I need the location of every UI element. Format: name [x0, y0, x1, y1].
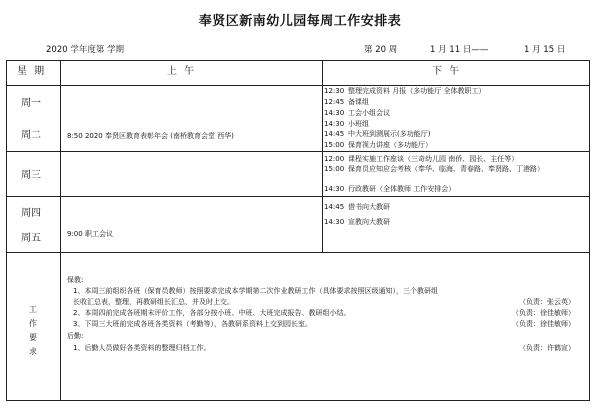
date-from: 1 月 11 日——: [430, 45, 489, 55]
column-divider: [60, 61, 61, 252]
term-label: 2020 学年度第 学期: [46, 45, 125, 55]
row-divider: [7, 252, 589, 253]
remarks-item: 2、本周四前完成各班期末评价工作，各部分按小班、中班、大班完成报告、教研组小结。: [73, 309, 351, 317]
remarks-item: 长收汇总表，整理，再教研组长汇总，并及时上交。: [73, 298, 234, 306]
remarks-item: 3、下周三大班前完成各班各类资料（考勤等），各教研系资料上交到园长室。: [73, 320, 312, 328]
header-divider: [7, 85, 589, 86]
am-event-friday: 9:00 职工会议: [67, 230, 113, 238]
pm-event: 14:45 借书向大教研: [324, 203, 390, 211]
day-tuesday: 周二: [21, 130, 41, 141]
pm-event: 14:30 工会小组会议: [324, 109, 390, 117]
remarks-heading: 保教:: [67, 276, 84, 284]
am-event-tuesday: 8:50 2020 奉贤区教育表彰年会 (南桥教育会堂 西华): [67, 132, 234, 140]
column-header-day: 星 期: [17, 66, 47, 77]
column-divider: [60, 252, 61, 400]
pm-event: 12:00 课程实施工作座谈（三奇幼儿园 南侨、园长、主任等）: [324, 155, 519, 163]
remarks-item: 1、后勤人员做好各类资料的整理归档工作。: [73, 344, 211, 352]
pm-event: 14:30 小班组: [324, 120, 369, 128]
responsible: （负责：张云英）: [519, 298, 575, 306]
column-divider: [322, 61, 323, 252]
date-to: 1 月 15 日: [524, 45, 566, 55]
pm-event: 12:30 整理完成资料 月报（多功能厅 全体教职工）: [324, 87, 486, 95]
pm-event: 14:30 行政教研（全体教师 工作安排会）: [324, 185, 456, 193]
pm-event: 14:45 中大班到测展示(多功能厅): [324, 130, 431, 138]
week-number: 第 20 周: [364, 45, 398, 55]
column-header-am: 上 午: [167, 66, 197, 77]
responsible: （负责：徐佳敏师）: [512, 320, 575, 328]
pm-event: 12:45 备课组: [324, 98, 369, 106]
column-header-pm: 下 午: [432, 66, 462, 77]
responsible: （负责：徐佳敏师）: [512, 309, 575, 317]
schedule-table: [6, 60, 590, 401]
pm-event: 15:00 保育员应知应会考核（奉华、临海、青春路、奉贤路、丁港路）: [324, 165, 544, 173]
remarks-label: 工作要求: [29, 305, 37, 356]
day-friday: 周五: [21, 233, 41, 244]
day-wednesday: 周三: [21, 170, 41, 181]
pm-event: 14:30 宣教向大教研: [324, 218, 390, 226]
responsible: （负责：许鹤宣）: [519, 344, 575, 352]
row-divider: [7, 196, 589, 197]
pm-event: 15:00 保育视力讲座（多功能厅）: [324, 141, 432, 149]
day-thursday: 周四: [21, 208, 41, 219]
page-title: 奉贤区新南幼儿园每周工作安排表: [198, 14, 402, 29]
row-divider: [7, 151, 589, 152]
day-monday: 周一: [21, 98, 41, 109]
remarks-heading: 后勤:: [67, 332, 84, 340]
remarks-item: 1、本周三前组织各班（保育员教师）按照要求完成本学期第二次作业教研工作（具体要求按照区级通知），三个教研组: [73, 287, 438, 295]
